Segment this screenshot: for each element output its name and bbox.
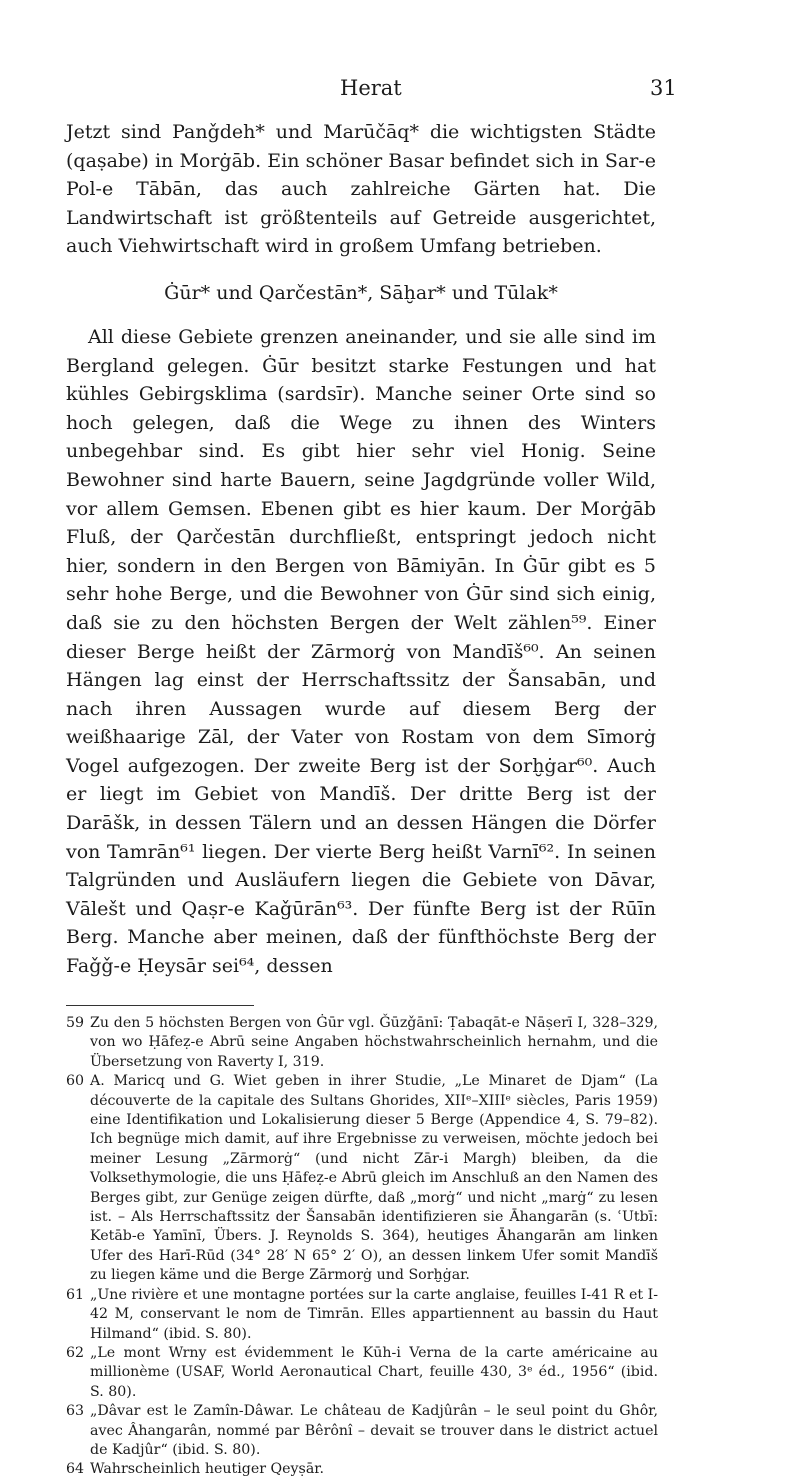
page-number: 31	[650, 76, 677, 100]
footnote-number: 61	[66, 1286, 85, 1303]
footnote-number: 62	[66, 1344, 85, 1361]
footnote-rule	[66, 1005, 254, 1006]
footnote-number: 64	[66, 1461, 85, 1478]
footnote-text: Zu den 5 höchsten Bergen von Ġūr vgl. Ǧūzǧānī: Ṭabaqāt-e Nāṣerī I, 328–329, von wo Ḥāfeẓ-e Abrū seine Angaben höchstwahrscheinlich hernahm, und die Übersetzung von Raverty I, 319.	[90, 1015, 658, 1070]
intro-paragraph: Jetzt sind Panǧdeh* und Marūčāq* die wichtigsten Städte (qaṣabe) in Morġāb. Ein schöner Basar befindet sich in Sar-e Pol-e Tābān, das auch zahlreiche Gärten hat. Die Landwirtschaft ist größtenteils auf Getreide ausgerichtet, auch Viehwirtschaft wird in großem Umfang betrieben.	[66, 121, 656, 258]
footnote-text: A. Maricq und G. Wiet geben in ihrer Studie, „Le Minaret de Djam“ (La découverte de la capitale des Sultans Ghorides, XIIᵉ–XIIIᵉ siècles, Paris 1959) eine Identifikation und Lokalisierung dieser 5 Berge (Appendice 4, S. 79–82). Ich begnüge mich damit, auf ihre Ergebnisse zu verweisen, möchte jedoch bei meiner Lesung „Zārmorġ“ (und nicht Zār-i Margh) bleiben, da die Volksethymologie, die uns Ḥāfeẓ-e Abrū gleich im Anschluß an den Namen des Berges gibt, zur Genüge zeigen dürfte, daß „morġ“ und nicht „marġ“ zu lesen ist. – Als Herrschaftssitz der Šansabān identifizieren sie Āhangarān (s. ʿUtbī: Ketāb-e Yamīnī, Übers. J. Reynolds S. 364), heutiges Āhangarān am linken Ufer des Harī-Rūd (34° 28′ N 65° 2′ O), an dessen linkem Ufer somit Mandīš zu liegen käme und die Berge Zārmorġ und Sorḫġar.	[90, 1073, 658, 1284]
footnote-60	[66, 1072, 658, 1285]
main-text	[66, 118, 656, 981]
footnote-59	[66, 1014, 658, 1072]
footnote-number: 63	[66, 1403, 85, 1420]
footnote-63	[66, 1402, 658, 1460]
footnote-number: 60	[66, 1073, 85, 1090]
running-header	[0, 76, 800, 104]
body-paragraph: All diese Gebiete grenzen aneinander, und sie alle sind im Bergland gelegen. Ġūr besitzt starke Festungen und hat kühles Gebirgsklima (sardsīr). Manche seiner Orte sind so hoch gelegen, daß die Wege zu ihnen des Winters unbegehbar sind. Es gibt hier sehr viel Honig. Seine Bewohner sind harte Bauern, seine Jagdgründe voller Wild, vor allem Gemsen. Ebenen gibt es hier kaum. Der Morġāb Fluß, der Qarčestān durchfließt, entspringt jedoch nicht hier, sondern in den Bergen von Bāmiyān. In Ġūr gibt es 5 sehr hohe Berge, und die Bewohner von Ġūr sind sich einig, daß sie zu den höchsten Bergen der Welt zählen⁵⁹. Einer dieser Berge heißt der Zārmorġ von Mandīš⁶⁰. An seinen Hängen lag einst der Herrschaftssitz der Šansabān, und nach ihren Aussagen wurde auf diesem Berg der weißhaarige Zāl, der Vater von Rostam von dem Sīmorġ Vogel aufgezogen. Der zweite Berg ist der Sorḫġar⁶⁰. Auch er liegt im Gebiet von Mandīš. Der dritte Berg ist der Darāšk, in dessen Tälern und an dessen Hängen die Dörfer von Tamrān⁶¹ liegen. Der vierte Berg heißt Varnī⁶². In seinen Talgründen und Ausläufern liegen die Gebiete von Dāvar, Vālešt und Qaṣr-e Kaǧūrān⁶³. Der fünfte Berg ist der Rūīn Berg. Manche aber meinen, daß der fünfthöchste Berg der Faǧǧ-e Ḥeysār sei⁶⁴, dessen	[66, 325, 656, 978]
section-heading: Ġūr* und Qarčestān*, Sāḫar* und Tūlak*	[164, 281, 558, 304]
footnote-text: „Le mont Wrny est évidemment le Kūh-i Verna de la carte américaine au millionème (USAF, World Aeronautical Chart, feuille 430, 3ᵉ éd., 1956“ (ibid. S. 80).	[90, 1344, 658, 1400]
footnote-text: „Une rivière et une montagne portées sur la carte anglaise, feuilles I-41 R et I-42 M, conservant le nom de Timrān. Elles appartiennent au bassin du Haut Hilmand“ (ibid. S. 80).	[90, 1286, 658, 1342]
footnote-62	[66, 1344, 658, 1402]
footnote-text: Wahrscheinlich heutiger Qeyṣār.	[90, 1461, 325, 1478]
footnote-61	[66, 1286, 658, 1344]
footnote-64	[66, 1460, 658, 1479]
running-title: Herat	[340, 76, 402, 100]
footnote-number: 59	[66, 1015, 85, 1031]
footnote-text: „Dâvar est le Zamîn-Dâwar. Le château de Kadjûrân – le seul point du Ghôr, avec Âhangarân, nommé par Bêrônî – devait se trouver dans le district actuel de Kadjûr“ (ibid. S. 80).	[90, 1403, 658, 1458]
footnotes	[66, 1014, 658, 1480]
